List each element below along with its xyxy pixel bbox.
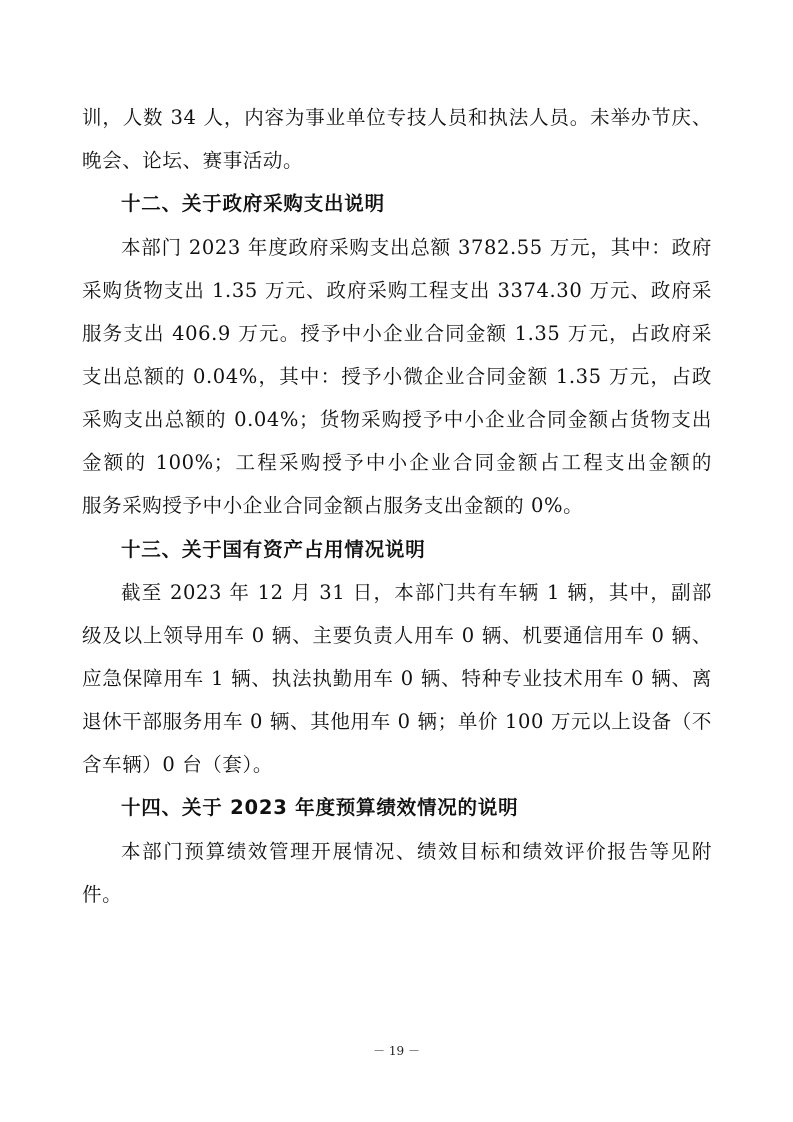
body-line: 支出总额的 0.04%，其中：授予小微企业合同金额 1.35 万元，占政 [82,365,712,388]
body-line: 件。 [82,883,123,906]
page-number: － 19 － [373,1044,420,1058]
body-line: 含车辆）0 台（套）。 [82,753,273,776]
body-line: 级及以上领导用车 0 辆、主要负责人用车 0 辆、机要通信用车 0 辆、 [82,624,712,647]
section-heading-13: 十三、关于国有资产占用情况说明 [121,538,426,561]
body-line: 截至 2023 年 12 月 31 日，本部门共有车辆 1 辆，其中，副部 [121,581,712,604]
body-line: 本部门预算绩效管理开展情况、绩效目标和绩效评价报告等见附 [121,840,712,863]
body-line: 应急保障用车 1 辆、执法执勤用车 0 辆、特种专业技术用车 0 辆、离 [82,667,712,690]
body-line: 服务支出 406.9 万元。授予中小企业合同金额 1.35 万元，占政府采 [82,322,712,345]
body-line: 服务采购授予中小企业合同金额占服务支出金额的 0%。 [82,494,584,517]
body-line: 晚会、论坛、赛事活动。 [82,149,304,172]
body-line: 退休干部服务用车 0 辆、其他用车 0 辆；单价 100 万元以上设备（不 [82,710,712,733]
section-heading-14: 十四、关于 2023 年度预算绩效情况的说明 [121,796,519,819]
body-line: 采购货物支出 1.35 万元、政府采购工程支出 3374.30 万元、政府采 [82,279,712,302]
body-line: 采购支出总额的 0.04%；货物采购授予中小企业合同金额占货物支出 [82,408,712,431]
body-line: 训，人数 34 人，内容为事业单位专技人员和执法人员。未举办节庆、 [82,106,712,129]
body-line: 本部门 2023 年度政府采购支出总额 3782.55 万元，其中：政府 [121,236,712,259]
body-line: 金额的 100%；工程采购授予中小企业合同金额占工程支出金额的 [82,451,712,474]
section-heading-12: 十二、关于政府采购支出说明 [121,192,385,215]
